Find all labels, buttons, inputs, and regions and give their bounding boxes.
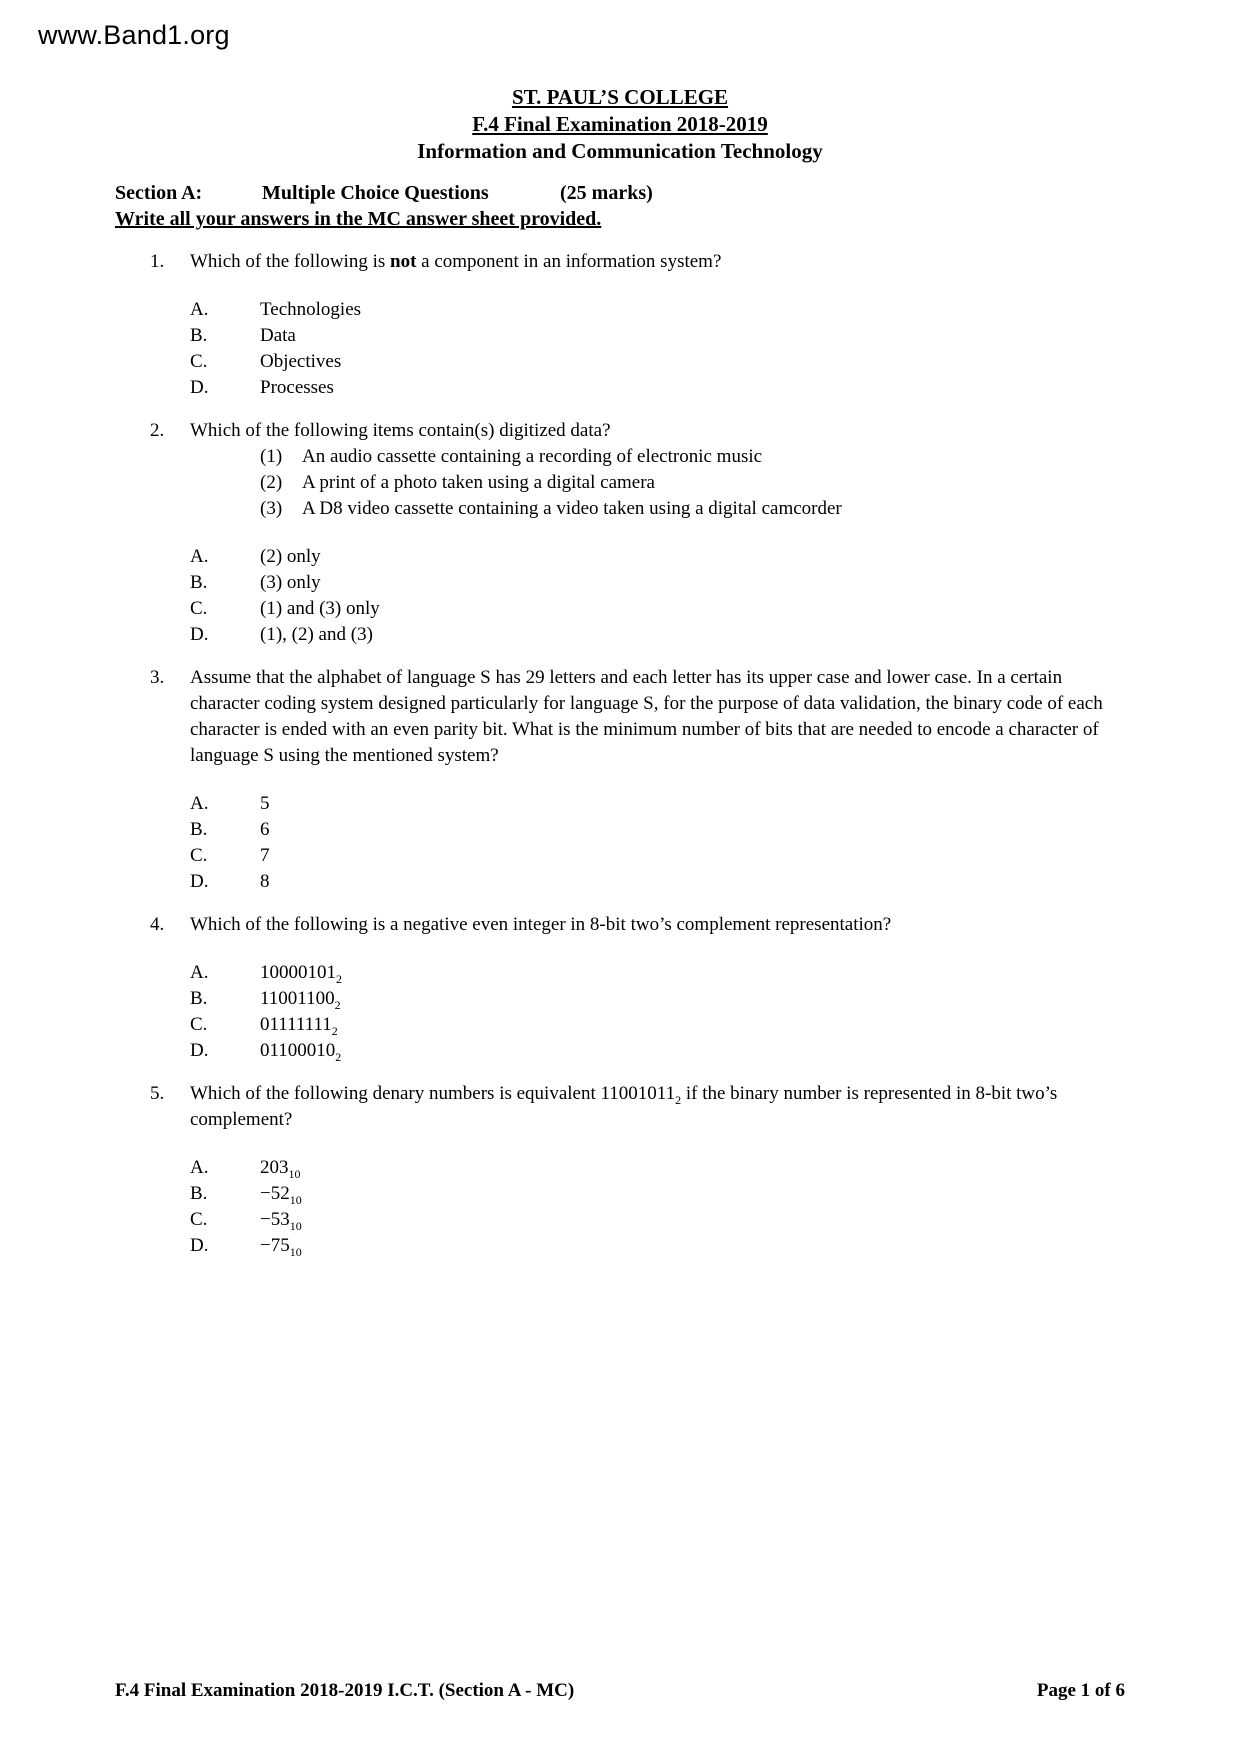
option-letter: B. <box>190 572 208 593</box>
option-text: 8 <box>260 871 270 892</box>
question-text: Which of the following items contain(s) digitized data? <box>190 420 611 441</box>
option-text: Technologies <box>260 299 362 320</box>
option-text: Data <box>260 325 296 346</box>
option-text <box>260 986 341 1012</box>
subitem-text: An audio cassette containing a recording of electronic music <box>302 446 763 467</box>
option-text <box>260 1181 302 1207</box>
question-5-stem <box>150 1081 1125 1133</box>
subject-title: Information and Communication Technology <box>417 139 823 163</box>
subitem <box>260 496 1125 522</box>
question-3-stem <box>150 665 1125 769</box>
option <box>150 544 1125 570</box>
option-letter: C. <box>190 1014 208 1035</box>
option-subscript: 10 <box>288 1166 301 1181</box>
option-text: (1), (2) and (3) <box>260 624 373 645</box>
option-text <box>260 1012 338 1038</box>
subitem-marker: (1) <box>260 446 283 467</box>
option-letter: B. <box>190 988 208 1009</box>
option <box>150 1012 1125 1038</box>
question-text: Assume that the alphabet of language S has 29 letters and each letter has its upper case and lower case. In a certain character coding system designed particularly for language S, for the purpose of data validation, the binary code of each character is ended with an even parity bit. What is the minimum number of bits that are needed to encode a character of language S using the mentioned system? <box>190 667 1103 766</box>
footer-exam-label: F.4 Final Examination 2018-2019 I.C.T. (Section A - MC) <box>115 1680 575 1701</box>
section-instruction: Write all your answers in the MC answer sheet provided. <box>115 208 602 230</box>
site-watermark: www.Band1.org <box>38 20 230 50</box>
exam-title: F.4 Final Examination 2018-2019 <box>472 112 768 136</box>
option-letter: C. <box>190 598 208 619</box>
question-text <box>190 1081 1125 1133</box>
option <box>150 843 1125 869</box>
option-text <box>260 1155 301 1181</box>
section-heading <box>115 180 1125 206</box>
option <box>150 1233 1125 1259</box>
question-1 <box>115 249 1125 401</box>
option-subscript: 10 <box>289 1192 302 1207</box>
option <box>150 1155 1125 1181</box>
option-subscript: 2 <box>334 997 341 1012</box>
footer-page-number: Page 1 of 6 <box>1036 1680 1125 1701</box>
question-1-stem <box>150 249 1125 275</box>
question-number: 1. <box>150 251 165 272</box>
option-letter: D. <box>190 1235 209 1256</box>
option-value: −52 <box>260 1183 290 1204</box>
question-text-bold: not <box>390 251 417 272</box>
question-4-stem <box>150 912 1125 938</box>
question-3 <box>115 665 1125 895</box>
option-value: 01111111 <box>260 1014 332 1035</box>
option <box>150 1038 1125 1064</box>
option <box>150 960 1125 986</box>
page-footer <box>115 1678 1125 1704</box>
option-letter: C. <box>190 1209 208 1230</box>
question-5 <box>115 1081 1125 1259</box>
option-subscript: 2 <box>336 971 342 986</box>
subitem <box>260 444 1125 470</box>
option-value: 203 <box>260 1157 289 1178</box>
question-text-part: Which of the following is <box>190 251 390 272</box>
option-text <box>260 960 342 986</box>
question-number: 4. <box>150 914 165 935</box>
option-text: (1) and (3) only <box>260 598 380 619</box>
subitem-text: A D8 video cassette containing a video taken using a digital camcorder <box>302 498 842 519</box>
option <box>150 622 1125 648</box>
option-value: 01100010 <box>260 1040 336 1061</box>
college-name: ST. PAUL’S COLLEGE <box>511 85 729 109</box>
option-text: (3) only <box>260 572 321 593</box>
option-letter: A. <box>190 962 209 983</box>
option-letter: B. <box>190 325 208 346</box>
option-letter: D. <box>190 377 209 398</box>
subitem <box>260 470 1125 496</box>
question-text <box>190 249 1125 275</box>
option-subscript: 2 <box>331 1023 338 1038</box>
question-text: Which of the following is a negative even integer in 8-bit two’s complement representation? <box>190 914 892 935</box>
option-letter: B. <box>190 1183 208 1204</box>
question-5-options <box>150 1155 1125 1259</box>
option-text: Processes <box>260 377 334 398</box>
option <box>150 869 1125 895</box>
option-letter: A. <box>190 793 209 814</box>
option-value: 10000101 <box>260 962 336 983</box>
question-1-options <box>150 297 1125 401</box>
option-letter: A. <box>190 299 209 320</box>
option-text: 7 <box>260 845 270 866</box>
question-4-options <box>150 960 1125 1064</box>
option <box>150 375 1125 401</box>
option <box>150 570 1125 596</box>
option-text: (2) only <box>260 546 321 567</box>
option <box>150 1207 1125 1233</box>
option-letter: A. <box>190 546 209 567</box>
question-subscript: 2 <box>675 1092 682 1107</box>
question-2-stem <box>150 418 1125 444</box>
question-number: 2. <box>150 420 165 441</box>
question-2-subitems <box>260 444 1125 522</box>
option <box>150 1181 1125 1207</box>
option-letter: C. <box>190 351 208 372</box>
option <box>150 323 1125 349</box>
option-subscript: 10 <box>289 1244 302 1259</box>
option-value: −75 <box>260 1235 290 1256</box>
section-label: Section A: <box>115 182 203 204</box>
option-letter: C. <box>190 845 208 866</box>
option-text <box>260 1233 302 1259</box>
option-subscript: 10 <box>289 1218 302 1233</box>
option-text: 6 <box>260 819 270 840</box>
question-2-options <box>150 544 1125 648</box>
question-text-part: if the binary number is represented in 8-bit two’s complement? <box>190 1083 1058 1130</box>
option <box>150 986 1125 1012</box>
question-2 <box>115 418 1125 648</box>
option-value: 11001100 <box>260 988 335 1009</box>
option-letter: D. <box>190 1040 209 1061</box>
option-subscript: 2 <box>335 1049 342 1064</box>
option-text <box>260 1207 302 1233</box>
question-number: 3. <box>150 667 165 688</box>
question-3-options <box>150 791 1125 895</box>
exam-body <box>0 180 1240 1259</box>
option-text: Objectives <box>260 351 342 372</box>
subitem-text: A print of a photo taken using a digital camera <box>302 472 655 493</box>
option-text <box>260 1038 341 1064</box>
option-letter: A. <box>190 1157 209 1178</box>
option <box>150 817 1125 843</box>
option-letter: D. <box>190 624 209 645</box>
question-number: 5. <box>150 1083 165 1104</box>
option-value: −53 <box>260 1209 290 1230</box>
option-letter: B. <box>190 819 208 840</box>
question-4 <box>115 912 1125 1064</box>
option <box>150 297 1125 323</box>
question-text-part: Which of the following denary numbers is equivalent 11001011 <box>190 1083 676 1104</box>
question-text-part: a component in an information system? <box>416 251 722 272</box>
option <box>150 596 1125 622</box>
option <box>150 791 1125 817</box>
option-letter: D. <box>190 871 209 892</box>
section-marks: (25 marks) <box>560 182 653 204</box>
option-text: 5 <box>260 793 270 814</box>
option <box>150 349 1125 375</box>
section-title: Multiple Choice Questions <box>262 182 489 204</box>
subitem-marker: (2) <box>260 472 283 493</box>
subitem-marker: (3) <box>260 498 283 519</box>
